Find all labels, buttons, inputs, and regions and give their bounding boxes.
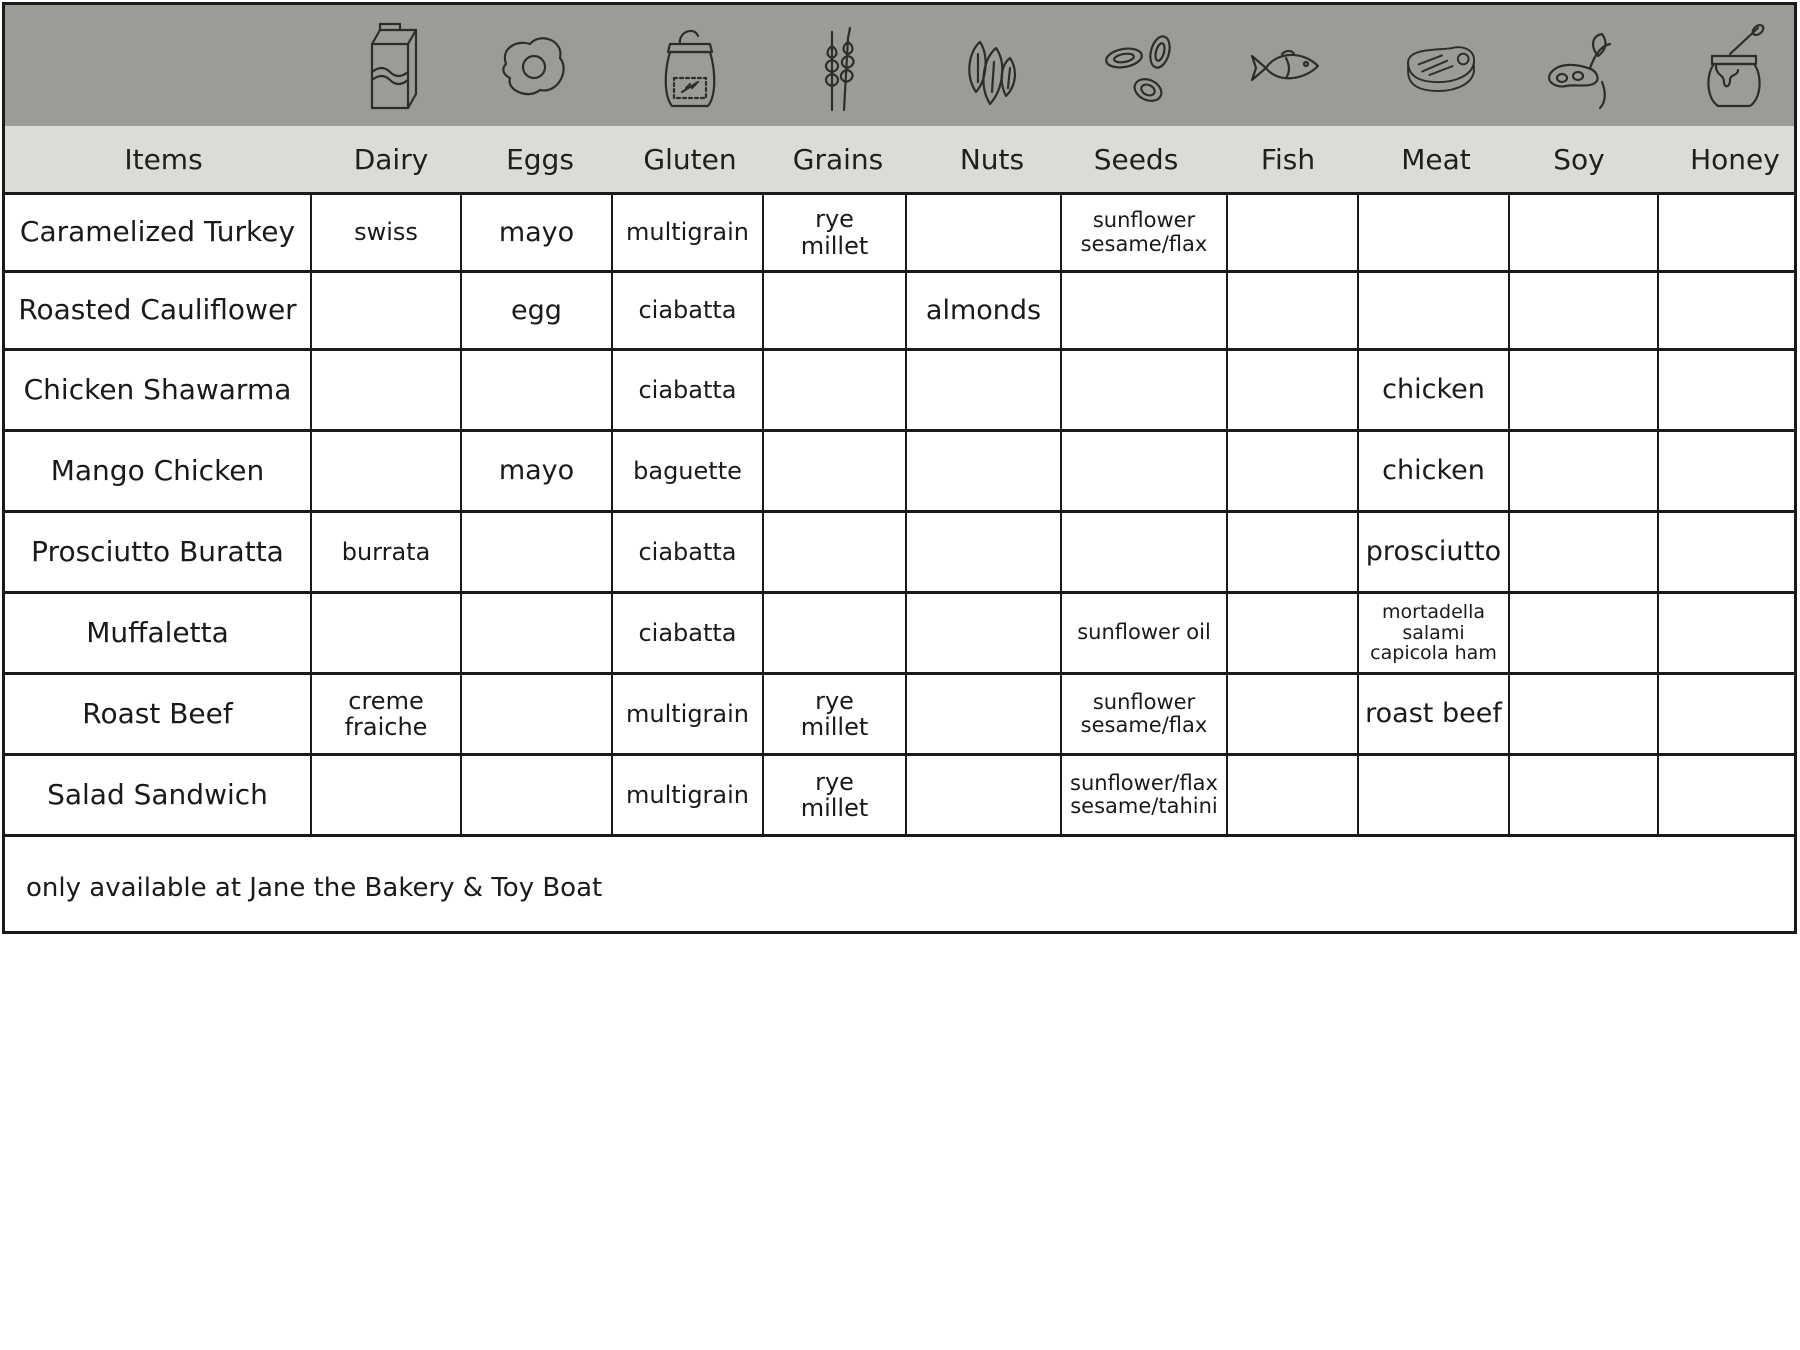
cell-gluten: ciabatta <box>611 351 762 429</box>
cell-seeds <box>1060 273 1226 348</box>
seeds-icon <box>1095 19 1185 115</box>
cell-eggs <box>460 594 611 672</box>
cell-seeds: sunflower sesame/flax <box>1060 195 1226 270</box>
table-row <box>5 273 1794 351</box>
cell-fish <box>1226 594 1357 672</box>
column-header-eggs: Eggs <box>506 142 574 176</box>
cell-meat: chicken <box>1357 351 1508 429</box>
soybean-icon <box>1535 19 1625 115</box>
cell-gluten: ciabatta <box>611 273 762 348</box>
honey-jar-icon <box>1689 19 1779 115</box>
cell-nuts <box>905 195 1060 270</box>
cell-gluten: multigrain <box>611 756 762 834</box>
item-name-cell: Roasted Cauliflower <box>18 293 297 327</box>
table-row <box>5 195 1794 273</box>
cell-fish <box>1226 513 1357 591</box>
cell-seeds: sunflower/flax sesame/tahini <box>1060 756 1226 834</box>
cell-meat <box>1357 756 1508 834</box>
cell-fish <box>1226 756 1357 834</box>
item-name-cell: Muffaletta <box>86 615 229 649</box>
cell-meat: chicken <box>1357 432 1508 510</box>
steak-icon <box>1391 19 1491 115</box>
cell-honey <box>1657 195 1794 270</box>
cell-eggs <box>460 675 611 753</box>
cell-dairy <box>310 432 460 510</box>
cell-seeds <box>1060 513 1226 591</box>
cell-honey <box>1657 675 1794 753</box>
table-row <box>5 675 1794 756</box>
cell-dairy: swiss <box>310 195 460 270</box>
column-header-nuts: Nuts <box>959 142 1025 176</box>
allergen-table <box>5 195 1794 842</box>
cell-meat: roast beef <box>1357 675 1508 753</box>
almond-icon <box>945 19 1035 115</box>
cell-nuts <box>905 756 1060 834</box>
cell-soy <box>1508 351 1657 429</box>
wheat-icon <box>793 19 883 115</box>
cell-soy <box>1508 675 1657 753</box>
column-header-soy: Soy <box>1553 142 1605 176</box>
flour-sack-icon <box>645 19 735 115</box>
cell-nuts <box>905 675 1060 753</box>
cell-grains <box>762 351 905 429</box>
fried-egg-icon <box>489 19 579 115</box>
cell-nuts <box>905 432 1060 510</box>
cell-eggs: mayo <box>460 195 611 270</box>
footnote: only available at Jane the Bakery & Toy Boat <box>26 873 603 903</box>
item-name-cell: Prosciutto Buratta <box>31 534 284 568</box>
fish-icon <box>1241 19 1331 115</box>
column-header-honey: Honey <box>1690 142 1780 176</box>
cell-grains <box>762 594 905 672</box>
cell-fish <box>1226 195 1357 270</box>
cell-seeds: sunflower sesame/flax <box>1060 675 1226 753</box>
cell-nuts <box>905 513 1060 591</box>
cell-dairy <box>310 351 460 429</box>
item-name-cell: Caramelized Turkey <box>19 215 296 249</box>
cell-gluten: baguette <box>611 432 762 510</box>
cell-eggs: mayo <box>460 432 611 510</box>
cell-honey <box>1657 432 1794 510</box>
cell-soy <box>1508 513 1657 591</box>
cell-honey <box>1657 273 1794 348</box>
column-header-grains: Grains <box>792 142 884 176</box>
cell-seeds: sunflower oil <box>1060 594 1226 672</box>
icon-band <box>5 5 1794 126</box>
cell-honey <box>1657 756 1794 834</box>
cell-eggs <box>460 756 611 834</box>
cell-dairy <box>310 273 460 348</box>
column-header-dairy: Dairy <box>353 142 429 176</box>
cell-soy <box>1508 195 1657 270</box>
column-header-seeds: Seeds <box>1093 142 1179 176</box>
cell-grains: rye millet <box>762 195 905 270</box>
cell-honey <box>1657 351 1794 429</box>
cell-nuts <box>905 351 1060 429</box>
column-header-meat: Meat <box>1401 142 1471 176</box>
table-row <box>5 351 1794 432</box>
cell-gluten: ciabatta <box>611 594 762 672</box>
table-row <box>5 594 1794 675</box>
column-header-band <box>5 126 1794 195</box>
cell-grains: rye millet <box>762 675 905 753</box>
cell-dairy <box>310 594 460 672</box>
table-row <box>5 432 1794 513</box>
column-header-fish: Fish <box>1260 142 1316 176</box>
cell-gluten: multigrain <box>611 675 762 753</box>
milk-carton-icon <box>345 19 435 115</box>
item-name-cell: Salad Sandwich <box>47 777 268 811</box>
cell-dairy: burrata <box>310 513 460 591</box>
cell-soy <box>1508 594 1657 672</box>
cell-grains <box>762 273 905 348</box>
cell-honey <box>1657 594 1794 672</box>
cell-nuts: almonds <box>905 273 1060 348</box>
cell-fish <box>1226 675 1357 753</box>
cell-eggs: egg <box>460 273 611 348</box>
item-name-cell: Roast Beef <box>82 696 233 730</box>
cell-meat: mortadella salami capicola ham <box>1357 594 1508 672</box>
cell-seeds <box>1060 351 1226 429</box>
cell-meat <box>1357 195 1508 270</box>
cell-nuts <box>905 594 1060 672</box>
cell-soy <box>1508 273 1657 348</box>
cell-soy <box>1508 432 1657 510</box>
cell-fish <box>1226 273 1357 348</box>
cell-eggs <box>460 351 611 429</box>
cell-dairy: creme fraiche <box>310 675 460 753</box>
cell-gluten: multigrain <box>611 195 762 270</box>
cell-soy <box>1508 756 1657 834</box>
cell-gluten: ciabatta <box>611 513 762 591</box>
cell-meat <box>1357 273 1508 348</box>
cell-seeds <box>1060 432 1226 510</box>
cell-fish <box>1226 351 1357 429</box>
item-name-cell: Chicken Shawarma <box>23 372 292 406</box>
cell-grains <box>762 432 905 510</box>
table-row <box>5 756 1794 837</box>
cell-grains: rye millet <box>762 756 905 834</box>
item-name-cell: Mango Chicken <box>50 453 265 487</box>
table-row <box>5 513 1794 594</box>
cell-meat: prosciutto <box>1357 513 1508 591</box>
column-header-gluten: Gluten <box>643 142 737 176</box>
cell-honey <box>1657 513 1794 591</box>
allergen-chart <box>2 2 1797 934</box>
cell-eggs <box>460 513 611 591</box>
column-header-items: Items <box>124 142 203 176</box>
cell-grains <box>762 513 905 591</box>
cell-dairy <box>310 756 460 834</box>
cell-fish <box>1226 432 1357 510</box>
